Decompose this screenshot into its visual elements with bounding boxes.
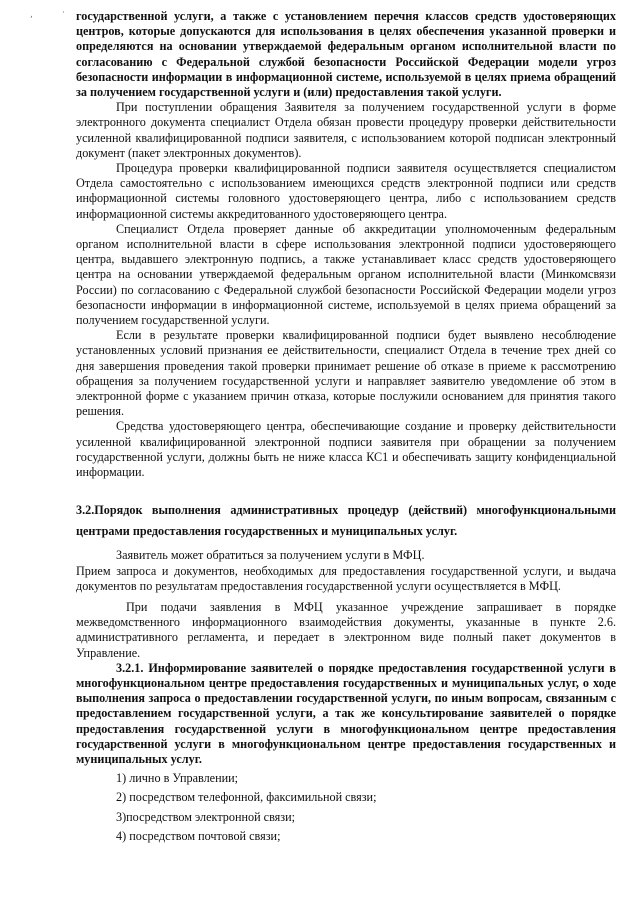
paragraph-check-procedure: Процедура проверки квалифицированной подписи заявителя осуществляется специалистом Отдела самостоятельно с использованием имеющихся средств электронной подписи или средств информационной системы головного удостоверяющего центра, либо с использованием средств информационной системы аккредитованного удостоверяющего центра. [76,161,616,221]
paragraph-mfc-apply: Заявитель может обратиться за получением услуги в МФЦ. [116,548,425,563]
paragraph-mfc-request: При подачи заявления в МФЦ указанное учреждение запрашивает в порядке межведомственного информационного взаимодействия документы, указанные в пункте 2.6. административного регламента, и передает в электронном виде полный пакет документов в Управление. [76,599,616,660]
paragraph-accreditation: Специалист Отдела проверяет данные об аккредитации уполномоченным федеральным органом исполнительной власти в сфере использования электронной подписи удостоверяющего центра, выдавшего электронную подпись, а также устанавливает класс средств удостоверяющего центра на основании утверждаемой федеральным органом исполнительной власти (Минкомсвязи России) по согласованию с Федеральной службой безопасности Российской Федерации модели угроз безопасности информации в информационной системе, используемой в целях приема обращений за получением государственной услуги. [76,221,616,328]
list-item-electronic: 3)посредством электронной связи; [116,809,296,824]
section-heading-3-2: 3.2.Порядок выполнения административных процедур (действий) многофункциональными центрами предоставления государственных и муниципальных услуг. [76,503,616,539]
paragraph-continuation: государственной услуги, а также с установлением перечня классов средств удостоверяющих центров, которые допускаются для использования в целях обеспечения указанной проверки и определяются на основании утверждаемой федеральным органом исполнительной власти по согласованию с Федеральной службой безопасности Российской Федерации модели угроз безопасности информации в информационной системе, используемой в целях приема обращений за получением государственной услуги и (или) предоставления такой услуги. [76,9,616,100]
paragraph-refusal: Если в результате проверки квалифицированной подписи будет выявлено несоблюдение установленных условий признания ее действительности, специалист Отдела в течение трех дней со дня завершения проведения такой проверки принимает решение об отказе в приеме к рассмотрению обращения за получением государственной услуги и направляет заявителю уведомление об этом в электронной форме с указанием причин отказа, которые послужили основанием для принятия такого решения. [76,328,616,419]
scan-speck: , [30,10,33,20]
paragraph-3-2-1: 3.2.1. Информирование заявителей о порядке предоставления государственной услуги в многофункциональном центре предоставления государственных и муниципальных услуг, о ходе выполнения запроса о предоставлении государственной услуги, по иным вопросам, связанным с предоставлением государственной услуги, а так же консультирование заявителей о порядке предоставления государственной услуги в многофункциональном центре предоставления государственной услуги в многофункциональном центре предоставления государственных и муниципальных услуг. [76,660,616,766]
paragraph-ca-tools: Средства удостоверяющего центра, обеспечивающие создание и проверку действительности усиленной квалифицированной электронной подписи заявителя при обращении за получением государственной услуги, должны быть не ниже класса КС1 и обеспечивать защиту конфиденциальной информации. [76,419,616,480]
paragraph-signature-check: При поступлении обращения Заявителя за получением государственной услуги в форме электронного документа специалист Отдела обязан провести процедуру проверки действительности усиленной квалифицированной подписи заявителя, с использованием которой подписан электронный документ (пакет электронных документов). [76,100,616,160]
paragraph-mfc-reception: Прием запроса и документов, необходимых для предоставления государственной услуги, и выдача документов по результатам предоставления государственной услуги осуществляется в МФЦ. [76,563,616,593]
list-item-phone-fax: 2) посредством телефонной, факсимильной связи; [116,790,377,805]
scan-speck: · [62,8,65,18]
list-item-mail: 4) посредством почтовой связи; [116,828,281,843]
document-body [76,9,616,844]
list-item-in-person: 1) лично в Управлении; [116,771,239,786]
